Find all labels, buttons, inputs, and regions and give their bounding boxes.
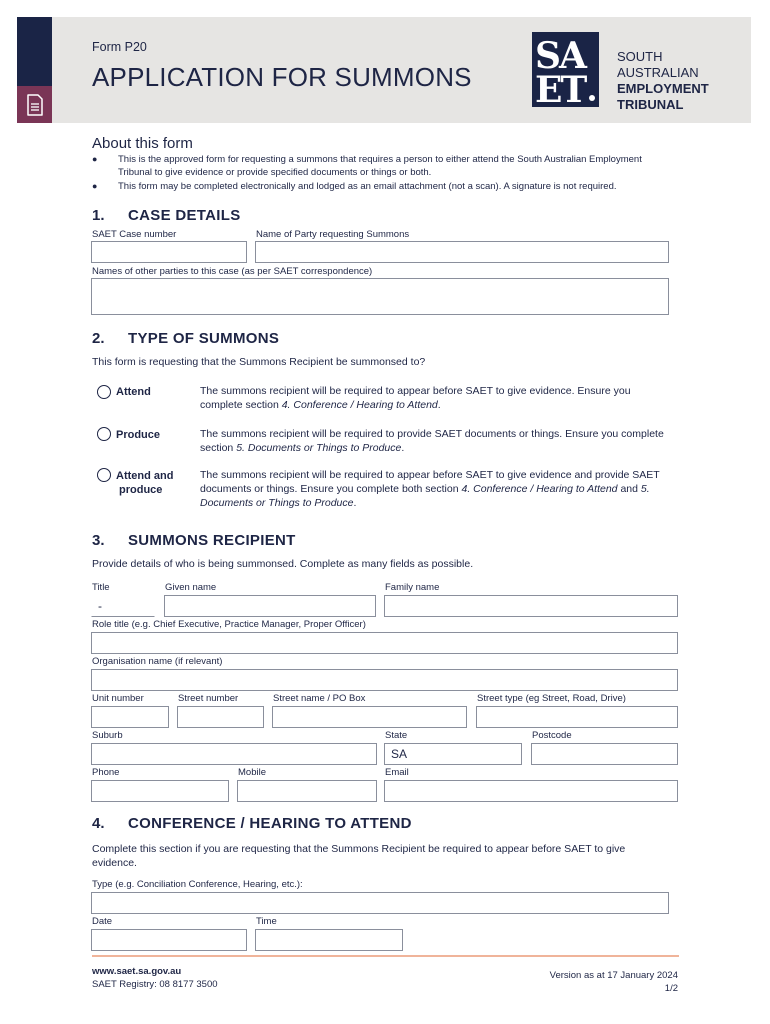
radio-attend[interactable] — [97, 385, 111, 399]
registry-phone: SAET Registry: 08 8177 3500 — [92, 979, 218, 990]
time-label: Time — [256, 916, 277, 927]
time-field[interactable] — [255, 929, 403, 951]
attend-produce-desc-text: The summons recipient will be required to appear before SAET to give evidence and provide SAET documents or things. Ensure you complete both section — [200, 469, 660, 495]
unit-number-field[interactable] — [91, 706, 169, 728]
radio-attend-and-produce[interactable] — [97, 468, 111, 482]
saet-logo-mark — [532, 32, 599, 107]
saet-logo — [532, 32, 599, 107]
section-1-title: CASE DETAILS — [128, 207, 241, 224]
date-label: Date — [92, 916, 113, 927]
attend-desc-end: . — [437, 399, 441, 411]
attend-produce-desc-mid: and — [617, 483, 641, 495]
family-name-label: Family name — [385, 582, 440, 593]
page-number: 1/2 — [664, 983, 678, 994]
role-title-field[interactable] — [91, 632, 678, 654]
form-number: Form P20 — [92, 40, 147, 54]
case-number-label: SAET Case number — [92, 229, 177, 240]
attend-desc-section-ref: 4. Conference / Hearing to Attend — [281, 399, 438, 411]
street-name-field[interactable] — [272, 706, 467, 728]
bullet-marker: ● — [92, 181, 98, 191]
party-name-field[interactable] — [255, 241, 669, 263]
section-2-number: 2. — [92, 330, 105, 347]
org-line-3: EMPLOYMENT — [617, 81, 709, 96]
organisation-label: Organisation name (if relevant) — [92, 656, 223, 667]
attend-produce-desc-ref-1: 4. Conference / Hearing to Attend — [461, 483, 618, 495]
case-number-field[interactable] — [91, 241, 247, 263]
section-3-title: SUMMONS RECIPIENT — [128, 532, 296, 549]
section-2-intro: This form is requesting that the Summons Recipient be summonsed to? — [92, 356, 426, 368]
attend-produce-desc-ref-2: 5. Documents or Things to Produce — [200, 483, 650, 509]
section-1-number: 1. — [92, 207, 105, 224]
other-parties-label: Names of other parties to this case (as per SAET correspondence) — [92, 266, 373, 277]
party-label: Name of Party requesting Summons — [256, 229, 410, 240]
postcode-label: Postcode — [532, 730, 572, 741]
email-field[interactable] — [384, 780, 678, 802]
org-name — [617, 49, 709, 113]
radio-produce[interactable] — [97, 427, 111, 441]
role-title-label: Role title (e.g. Chief Executive, Practice Manager, Proper Officer) — [92, 619, 366, 630]
postcode-field[interactable] — [531, 743, 678, 765]
title-select[interactable]: - — [91, 595, 155, 617]
phone-label: Phone — [92, 767, 120, 778]
attend-produce-description — [200, 468, 670, 510]
email-label: Email — [385, 767, 409, 778]
radio-attend-produce-label-1: Attend and — [116, 470, 174, 482]
page-title: APPLICATION FOR SUMMONS — [92, 62, 472, 92]
state-field[interactable]: SA — [384, 743, 522, 765]
phone-field[interactable] — [91, 780, 229, 802]
hearing-type-field[interactable] — [91, 892, 669, 914]
unit-number-label: Unit number — [92, 693, 144, 704]
version-date: Version as at 17 January 2024 — [549, 970, 678, 981]
suburb-label: Suburb — [92, 730, 123, 741]
section-2-title: TYPE OF SUMMONS — [128, 330, 280, 347]
street-number-field[interactable] — [177, 706, 264, 728]
section-4-number: 4. — [92, 815, 105, 832]
attend-produce-desc-end: . — [353, 497, 357, 509]
about-heading: About this form — [92, 135, 193, 152]
street-number-label: Street number — [178, 693, 239, 704]
title-label: Title — [92, 582, 110, 593]
document-icon — [26, 94, 44, 116]
attend-description — [200, 384, 670, 412]
street-type-label: Street type (eg Street, Road, Drive) — [477, 693, 626, 704]
website-link[interactable]: www.saet.sa.gov.au — [92, 966, 182, 977]
document-tab — [17, 86, 52, 123]
produce-description — [200, 427, 670, 455]
radio-produce-label: Produce — [116, 429, 161, 441]
date-field[interactable] — [91, 929, 247, 951]
org-line-4: TRIBUNAL — [617, 97, 684, 112]
org-line-2: AUSTRALIAN — [617, 65, 699, 80]
footer-rule — [92, 955, 679, 957]
family-name-field[interactable] — [384, 595, 678, 617]
org-line-1: SOUTH — [617, 49, 663, 64]
other-parties-field[interactable] — [91, 278, 669, 315]
section-3-number: 3. — [92, 532, 105, 549]
given-name-field[interactable] — [164, 595, 376, 617]
street-type-field[interactable] — [476, 706, 678, 728]
radio-attend-label: Attend — [116, 386, 151, 398]
svg-text:ET: ET — [535, 69, 586, 107]
mobile-field[interactable] — [237, 780, 377, 802]
produce-desc-section-ref: 5. Documents or Things to Produce — [236, 442, 402, 454]
radio-attend-produce-label-2: produce — [119, 484, 163, 496]
section-4-intro: Complete this section if you are requesting that the Summons Recipient be required to appear before SAET to give evidence. — [92, 843, 626, 869]
organisation-field[interactable] — [91, 669, 678, 691]
about-bullet-1: This is the approved form for requesting a summons that requires a person to either attend the South Australian Employment Tribunal to give evidence or provide specified documents or things or both. — [118, 154, 642, 178]
mobile-label: Mobile — [238, 767, 266, 778]
state-label: State — [385, 730, 408, 741]
section-4-title: CONFERENCE / HEARING TO ATTEND — [128, 815, 412, 832]
attend-desc-text: The summons recipient will be required to appear before SAET to give evidence. Ensure you complete section — [200, 385, 631, 411]
produce-desc-end: . — [401, 442, 405, 454]
type-label: Type (e.g. Conciliation Conference, Hearing, etc.): — [92, 879, 303, 890]
produce-desc-text: The summons recipient will be required to provide SAET documents or things. Ensure you complete section — [200, 428, 664, 454]
street-name-label: Street name / PO Box — [273, 693, 366, 704]
section-3-intro: Provide details of who is being summonsed. Complete as many fields as possible. — [92, 558, 474, 570]
given-name-label: Given name — [165, 582, 217, 593]
svg-text:SA: SA — [535, 35, 585, 77]
bullet-marker: ● — [92, 154, 98, 164]
suburb-field[interactable] — [91, 743, 377, 765]
about-bullet-2: This form may be completed electronically and lodged as an email attachment (not a scan). A signature is not required. — [118, 181, 617, 192]
